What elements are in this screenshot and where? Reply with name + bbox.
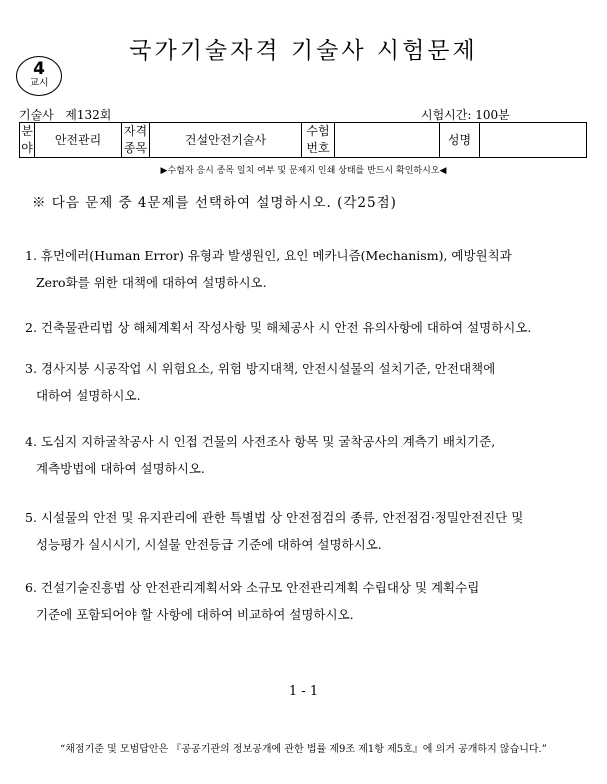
question-line: 대하여 설명하시오.	[36, 388, 141, 403]
footer-note: “채점기준 및 모범답안은 『공공기관의 정보공개에 관한 법률 제9조 제1항 제5호』에 의거 공개하지 않습니다.”	[60, 744, 547, 755]
exam-type: 기술사	[19, 108, 54, 122]
question-4	[25, 428, 573, 482]
info-table	[19, 122, 587, 158]
notice-text: ▶수험자 응시 종목 일치 여부 및 문제지 인쇄 상태를 반드시 확인하시오◀	[160, 166, 447, 176]
question-line: 성능평가 실시시기, 시설물 안전등급 기준에 대하여 설명하시오.	[36, 537, 382, 552]
field-value: 안전관리	[35, 123, 122, 158]
exam-time-value: 100분	[475, 108, 510, 122]
question-line: 시설물의 안전 및 유지관리에 관한 특별법 상 안전점검의 종류, 안전점검·정밀안전진단 및	[40, 510, 524, 525]
question-number: 4.	[25, 434, 37, 449]
question-3	[25, 355, 573, 409]
question-line: 휴먼에러(Human Error) 유형과 발생원인, 요인 메카니즘(Mechanism), 예방원칙과	[40, 248, 512, 263]
name-value	[480, 123, 587, 158]
exam-info	[19, 106, 111, 123]
qualification-label: 자격종목	[122, 123, 150, 158]
instruction: ※ 다음 문제 중 4문제를 선택하여 설명하시오. (각25점)	[32, 195, 397, 211]
question-5	[25, 504, 573, 558]
notice-banner	[0, 163, 607, 176]
question-number: 1.	[25, 248, 37, 263]
exam-number-value	[335, 123, 440, 158]
session-number: 4	[33, 59, 45, 79]
question-number: 2.	[25, 320, 37, 335]
question-line: 도심지 지하굴착공사 시 인접 건물의 사전조사 항목 및 굴착공사의 계측기 배치기준,	[40, 434, 496, 449]
session-unit: 교시	[29, 78, 49, 89]
question-line: 계측방법에 대하여 설명하시오.	[36, 461, 205, 476]
question-line: Zero화를 위한 대책에 대하여 설명하시오.	[36, 275, 267, 290]
page-number: 1 - 1	[288, 684, 319, 699]
question-number: 6.	[25, 580, 37, 595]
name-label: 성명	[440, 123, 480, 158]
question-line: 기준에 포함되어야 할 사항에 대하여 비교하여 설명하시오.	[36, 607, 354, 622]
question-6	[25, 574, 573, 628]
question-number: 5.	[25, 510, 37, 525]
field-label: 분야	[20, 123, 35, 158]
question-1	[25, 242, 573, 296]
question-line: 건축물관리법 상 해체계획서 작성사항 및 해체공사 시 안전 유의사항에 대하여 설명하시오.	[40, 320, 532, 335]
question-2	[25, 314, 573, 341]
session-badge	[16, 56, 62, 96]
exam-round: 제132회	[65, 108, 112, 122]
exam-time-label: 시험시간:	[421, 108, 472, 122]
exam-number-label: 수험번호	[302, 123, 335, 158]
question-line: 경사지붕 시공작업 시 위험요소, 위험 방지대책, 안전시설물의 설치기준, 안전대책에	[40, 361, 496, 376]
page-title: 국가기술자격 기술사 시험문제	[129, 38, 478, 64]
question-number: 3.	[25, 361, 37, 376]
exam-time	[421, 106, 510, 123]
question-line: 건설기술진흥법 상 안전관리계획서와 소규모 안전관리계획 수립대상 및 계획수립	[40, 580, 480, 595]
qualification-value: 건설안전기술사	[150, 123, 302, 158]
